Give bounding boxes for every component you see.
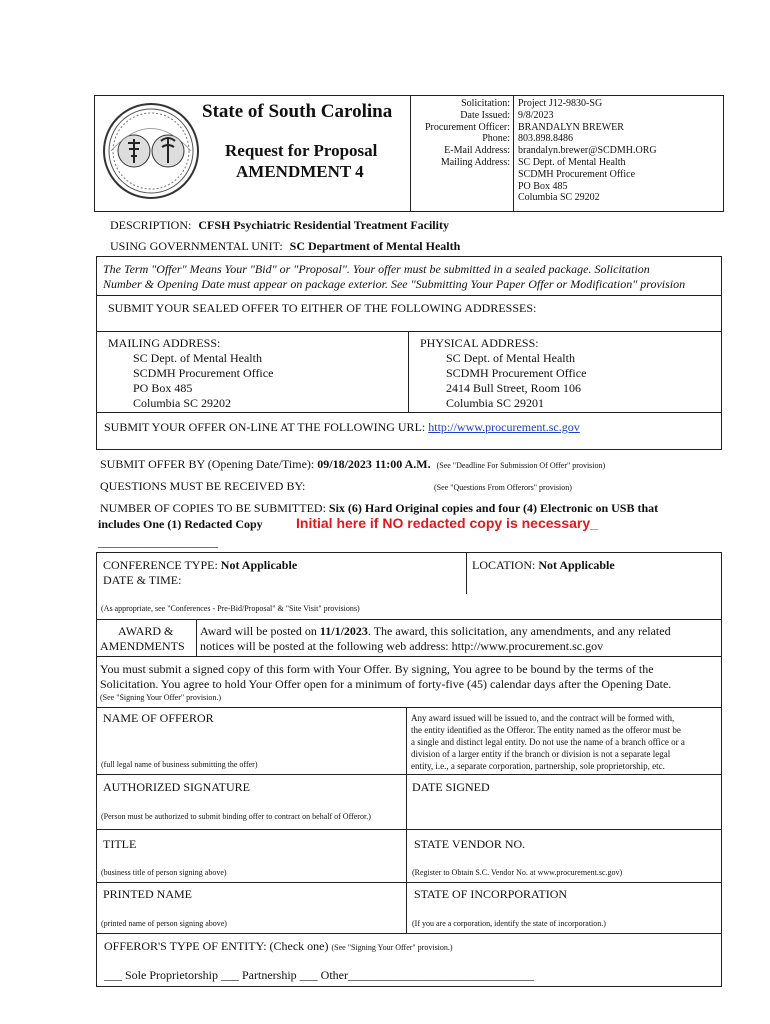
award-date: 11/1/2023 bbox=[319, 624, 368, 638]
procurement-officer-value: BRANDALYN BREWER bbox=[518, 121, 624, 133]
entity-label: OFFEROR'S TYPE OF ENTITY: (Check one) bbox=[104, 939, 329, 953]
signature-hint: (Person must be authorized to submit binding offer to contract on behalf of Offeror.) bbox=[101, 812, 371, 821]
printed-divider bbox=[406, 882, 407, 934]
rfp-title: Request for Proposal bbox=[225, 141, 378, 160]
state-title: State of South Carolina bbox=[202, 101, 393, 122]
location-label: LOCATION: bbox=[472, 558, 536, 572]
unit-row bbox=[110, 239, 460, 254]
solicitation-value: Project J12-9830-SG bbox=[518, 98, 603, 109]
sign-note-line-3: (See "Signing Your Offer" provision.) bbox=[100, 693, 222, 702]
description-label: DESCRIPTION: bbox=[110, 218, 192, 232]
offeror-divider bbox=[406, 707, 407, 775]
initial-here-note: Initial here if NO redacted copy is necessary_ bbox=[296, 515, 598, 531]
questions-label: QUESTIONS MUST BE RECEIVED BY: bbox=[100, 479, 306, 493]
printed-name-label: PRINTED NAME bbox=[103, 887, 192, 901]
addresses-divider bbox=[408, 331, 409, 413]
incorporation-field[interactable] bbox=[410, 902, 715, 916]
phone-label: Phone: bbox=[482, 133, 510, 145]
award-label-2: AMENDMENTS bbox=[100, 639, 185, 653]
mailing-address-line: SCDMH Procurement Office bbox=[133, 366, 274, 380]
title-label: TITLE bbox=[103, 837, 137, 851]
entity-row bbox=[104, 939, 453, 954]
location-value: Not Applicable bbox=[538, 558, 615, 572]
unit-value: SC Department of Mental Health bbox=[289, 239, 461, 253]
physical-lines bbox=[446, 351, 586, 411]
conference-label: CONFERENCE TYPE: bbox=[103, 558, 218, 572]
title-divider bbox=[406, 829, 407, 883]
description-row bbox=[110, 218, 449, 233]
signature-label: AUTHORIZED SIGNATURE bbox=[103, 780, 250, 794]
physical-address-line: 2414 Bull Street, Room 106 bbox=[446, 381, 581, 395]
award-divider bbox=[196, 619, 197, 657]
email-label: E-Mail Address: bbox=[444, 145, 510, 157]
labels-divider bbox=[513, 95, 514, 212]
procurement-officer-label: Procurement Officer: bbox=[424, 121, 510, 133]
copies-row bbox=[100, 501, 658, 516]
online-label: SUBMIT YOUR OFFER ON-LINE AT THE FOLLOWING URL: bbox=[104, 420, 426, 434]
award-entity-line: division of a larger entity if the branch or division is not a separate legal bbox=[411, 749, 671, 759]
amendment-title: AMENDMENT 4 bbox=[236, 162, 364, 181]
submit-by-row bbox=[100, 457, 605, 472]
submit-addresses-text: SUBMIT YOUR SEALED OFFER TO EITHER OF THE FOLLOWING ADDRESSES: bbox=[108, 301, 537, 315]
mailing-address-line: Columbia SC 29202 bbox=[133, 396, 232, 410]
award-entity-line: entity, i.e., a separate corporation, partnership, sole proprietorship, etc. bbox=[411, 761, 665, 771]
mailing-address-line: SC Dept. of Mental Health bbox=[133, 351, 262, 365]
award-entity-text bbox=[411, 712, 685, 772]
offeror-label: NAME OF OFFEROR bbox=[103, 711, 214, 725]
mailing-lines bbox=[133, 351, 273, 411]
offer-note-line-2: Number & Opening Date must appear on package exterior. See "Submitting Your Paper Offer or Modification" provision bbox=[103, 277, 686, 291]
offeror-hint: (full legal name of business submitting the offer) bbox=[101, 760, 258, 769]
copies-value: Six (6) Hard Original copies and four (4) Electronic on USB that bbox=[328, 501, 659, 515]
vendor-label: STATE VENDOR NO. bbox=[414, 837, 526, 851]
entity-note: (See "Signing Your Offer" provision.) bbox=[331, 943, 453, 952]
vendor-field[interactable] bbox=[410, 852, 715, 866]
copies-label: NUMBER OF COPIES TO BE SUBMITTED: bbox=[100, 501, 326, 515]
mailing-line-3: PO Box 485 bbox=[518, 180, 568, 192]
date-signed-field[interactable] bbox=[410, 796, 715, 824]
signature-divider bbox=[406, 774, 407, 830]
award-text-2: notices will be posted at the following web address: http://www.procurement.sc.gov bbox=[200, 639, 604, 653]
conference-note: (As appropriate, see "Conferences - Pre-Bid/Proposal" & "Site Visit" provisions) bbox=[101, 604, 360, 613]
mailing-label: MAILING ADDRESS: bbox=[108, 336, 221, 350]
printed-name-hint: (printed name of person signing above) bbox=[101, 919, 227, 928]
unit-label: USING GOVERNMENTAL UNIT: bbox=[110, 239, 283, 253]
conference-row bbox=[103, 558, 297, 573]
initial-blank: ____________________ bbox=[98, 535, 218, 549]
offer-note-line-1: The Term "Offer" Means Your "Bid" or "Proposal". Your offer must be submitted in a sealed package. Solicitation bbox=[103, 262, 650, 276]
award-entity-line: a single and distinct legal entity. Do not use the name of a branch office or a bbox=[411, 737, 685, 747]
incorporation-label: STATE OF INCORPORATION bbox=[414, 887, 568, 901]
physical-address-line: SC Dept. of Mental Health bbox=[446, 351, 575, 365]
sign-note-line-1: You must submit a signed copy of this form with Your Offer. By signing, You agree to be bound by the terms of the bbox=[100, 662, 654, 676]
conference-value: Not Applicable bbox=[220, 558, 298, 572]
title-hint: (business title of person signing above) bbox=[101, 868, 227, 877]
mailing-address-line: PO Box 485 bbox=[133, 381, 193, 395]
incorporation-hint: (If you are a corporation, identify the state of incorporation.) bbox=[412, 919, 606, 928]
online-row bbox=[104, 420, 580, 435]
offeror-name-field[interactable] bbox=[100, 726, 400, 756]
submit-by-note: (See "Deadline For Submission Of Offer" provision) bbox=[436, 461, 606, 470]
physical-address-line: Columbia SC 29201 bbox=[446, 396, 545, 410]
header-labels bbox=[410, 98, 510, 169]
entity-options[interactable]: ___ Sole Proprietorship ___ Partnership ___ Other_______________________________ bbox=[104, 968, 534, 982]
award-entity-line: the entity identified as the Offeror. The entity named as the offeror must be bbox=[411, 725, 681, 735]
mailing-line-4: Columbia SC 29202 bbox=[518, 192, 600, 204]
copies-value-2: includes One (1) Redacted Copy bbox=[98, 517, 263, 531]
solicitation-label: Solicitation: bbox=[461, 98, 510, 109]
printed-name-field[interactable] bbox=[100, 902, 400, 916]
submit-by-label: SUBMIT OFFER BY (Opening Date/Time): bbox=[100, 457, 315, 471]
physical-address-line: SCDMH Procurement Office bbox=[446, 366, 587, 380]
physical-label: PHYSICAL ADDRESS: bbox=[420, 336, 539, 350]
conference-date-label: DATE & TIME: bbox=[103, 573, 182, 587]
procurement-url-link[interactable]: http://www.procurement.sc.gov bbox=[428, 420, 580, 434]
title-field[interactable] bbox=[100, 852, 400, 866]
vendor-hint: (Register to Obtain S.C. Vendor No. at www.procurement.sc.gov) bbox=[412, 868, 623, 877]
signature-field[interactable] bbox=[100, 795, 400, 809]
phone-value: 803.898.8486 bbox=[518, 133, 573, 145]
award-text-1 bbox=[200, 624, 671, 639]
header-values bbox=[518, 98, 657, 204]
date-issued-label: Date Issued: bbox=[460, 109, 510, 121]
state-seal-icon bbox=[101, 101, 201, 201]
date-signed-label: DATE SIGNED bbox=[412, 780, 490, 794]
submit-by-value: 09/18/2023 11:00 A.M. bbox=[317, 457, 431, 471]
conference-divider bbox=[466, 552, 467, 594]
mailing-address-label: Mailing Address: bbox=[440, 156, 510, 168]
mailing-line-1: SC Dept. of Mental Health bbox=[518, 156, 626, 168]
questions-note: (See "Questions From Offerors" provision) bbox=[434, 483, 572, 492]
mailing-line-2: SCDMH Procurement Office bbox=[518, 168, 636, 180]
award-text-post: . The award, this solicitation, any amendments, and any related bbox=[367, 624, 671, 638]
award-text-pre: Award will be posted on bbox=[200, 624, 320, 638]
sign-note-line-2: Solicitation. You agree to hold Your Offer open for a minimum of forty-five (45) calendar days after the Opening Date. bbox=[100, 677, 672, 691]
award-entity-line: Any award issued will be issued to, and the contract will be formed with, bbox=[411, 713, 675, 723]
location-row bbox=[472, 558, 615, 573]
description-value: CFSH Psychiatric Residential Treatment Facility bbox=[198, 218, 449, 232]
award-label-1: AWARD & bbox=[118, 624, 174, 638]
email-value[interactable]: brandalyn.brewer@SCDMH.ORG bbox=[518, 145, 657, 157]
date-issued-value: 9/8/2023 bbox=[518, 109, 554, 121]
